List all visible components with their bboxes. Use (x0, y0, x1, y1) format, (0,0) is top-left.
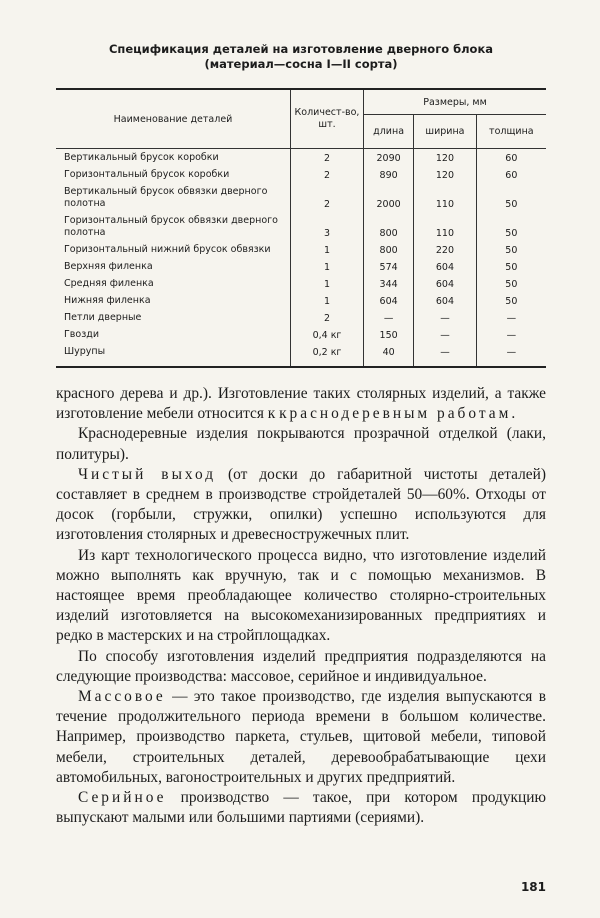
cell-length: 150 (379, 330, 398, 341)
cell-length: 344 (379, 279, 398, 290)
paragraph-3 (56, 465, 546, 546)
cell-name: Вертикальный брусок обвязки дверного полотна (56, 183, 291, 212)
cell-name: Горизонтальный брусок обвязки дверного полотна (56, 212, 291, 241)
cell-thickness: 50 (505, 228, 518, 239)
cell-name: Вертикальный брусок коробки (56, 149, 291, 167)
paragraph-1 (56, 384, 546, 424)
cell-qty: 1 (291, 241, 364, 258)
cell-qty: 1 (291, 292, 364, 309)
cell-qty: 2 (291, 309, 364, 326)
paragraph-5: По способу изготовления изделий предприятия подразделяются на следующие производства: массовое, серийное и индивидуальное. (56, 647, 546, 685)
page-number: 181 (520, 880, 546, 894)
cell-name: Горизонтальный нижний брусок обвязки (56, 241, 291, 258)
paragraph-4: Из карт технологического процесса видно, что изготовление изделий можно выполнять как вручную, так и с помощью механизмов. В настоящее время преобладающее количество столярно-строительных изделий изготовляется на высокомеханизированных предприятиях и редко в мастерских и на стройплощадках. (56, 546, 546, 645)
table-title-line2: (материал—сосна I—II сорта) (204, 57, 398, 71)
table-title-line1: Спецификация деталей на изготовление дверного блока (108, 42, 494, 56)
table-row (56, 166, 546, 183)
cell-name: Горизонтальный брусок коробки (56, 166, 291, 183)
p6-term: Массовое (78, 688, 166, 706)
book-page (56, 0, 546, 918)
table-row (56, 292, 546, 309)
cell-width: 604 (414, 258, 476, 275)
paragraph-6 (56, 687, 546, 788)
cell-length: 890 (379, 170, 398, 181)
cell-length: — (383, 313, 394, 324)
header-length: длина (364, 115, 414, 149)
paragraph-2: Краснодеревные изделия покрываются прозрачной отделкой (лаки, политуры). (56, 425, 546, 463)
cell-length: 574 (379, 262, 398, 273)
cell-length: 40 (364, 343, 414, 367)
cell-thickness: 60 (505, 170, 518, 181)
table-row (56, 343, 546, 367)
cell-length: 2000 (376, 199, 401, 210)
table-row (56, 326, 546, 343)
cell-qty: 0,4 кг (291, 326, 364, 343)
table-row (56, 183, 546, 212)
cell-thickness: 60 (505, 153, 518, 164)
table-body (56, 149, 546, 368)
cell-name: Гвозди (56, 326, 291, 343)
cell-width: 120 (414, 166, 476, 183)
cell-qty: 0,2 кг (291, 343, 364, 367)
cell-length: 800 (379, 245, 398, 256)
cell-width: 110 (414, 212, 476, 241)
paragraph-7 (56, 788, 546, 828)
header-name: Наименование деталей (56, 89, 291, 149)
p3-text: (от доски до габаритной чистоты деталей) составляет в среднем в производстве стройдеталей 50—60%. Отходы от досок (горбыли, стружки, опилки) успешно используются для изготовления столярных и древесностружечных плит. (56, 465, 546, 544)
cell-qty: 3 (291, 212, 364, 241)
cell-qty: 2 (291, 183, 364, 212)
table-row (56, 309, 546, 326)
cell-width: 220 (414, 241, 476, 258)
cell-length: 800 (379, 228, 398, 239)
cell-name: Средняя филенка (56, 275, 291, 292)
header-sizes: Размеры, мм (364, 89, 547, 115)
header-qty: Количест-во, шт. (291, 89, 364, 149)
cell-width: 110 (414, 183, 476, 212)
header-thickness: толщина (476, 115, 546, 149)
cell-name: Петли дверные (56, 309, 291, 326)
table-row (56, 258, 546, 275)
cell-thickness: — (506, 330, 517, 341)
cell-thickness: 50 (505, 245, 518, 256)
table-row (56, 212, 546, 241)
specification-table (56, 88, 546, 368)
p3-term: Чистый выход (78, 465, 217, 483)
cell-thickness: 50 (505, 262, 518, 273)
cell-length: 2090 (376, 153, 401, 164)
table-row (56, 275, 546, 292)
cell-width: 604 (414, 292, 476, 309)
cell-thickness: 50 (505, 279, 518, 290)
cell-qty: 1 (291, 275, 364, 292)
p1-text-c: . (511, 405, 516, 423)
cell-qty: 2 (291, 149, 364, 167)
p1-text-a: красного дерева и др.). Изготовление таких столярных изделий, а также изготовление мебели относится к (56, 385, 546, 423)
body-text (56, 384, 546, 828)
cell-width: 604 (414, 275, 476, 292)
cell-name: Шурупы (56, 343, 291, 367)
cell-width: — (414, 326, 476, 343)
p6-text: — это такое производство, где изделия выпускаются в течение продолжительного периода времени в большом количестве. Например, производство паркета, стульев, щитовой мебели, типовой мебели, строительных деталей, деревообрабатывающие цехи автомобильных, вагоностроительных и других предприятий. (56, 688, 546, 786)
table-row (56, 149, 546, 167)
cell-name: Нижняя филенка (56, 292, 291, 309)
cell-width: — (414, 343, 476, 367)
p7-term: Серийное (78, 789, 167, 807)
cell-width: 120 (414, 149, 476, 167)
p1-term: краснодеревным работам (279, 405, 512, 423)
cell-length: 604 (379, 296, 398, 307)
header-width: ширина (414, 115, 476, 149)
cell-name: Верхняя филенка (56, 258, 291, 275)
cell-qty: 2 (291, 166, 364, 183)
table-row (56, 241, 546, 258)
cell-thickness: 50 (505, 296, 518, 307)
cell-thickness: — (506, 313, 517, 324)
p7-text: производство — такое, при котором продукцию выпускают малыми или большими партиями (сериями). (56, 789, 546, 827)
cell-thickness: — (476, 343, 546, 367)
table-title (56, 42, 546, 72)
cell-qty: 1 (291, 258, 364, 275)
cell-thickness: 50 (505, 199, 518, 210)
cell-width: — (414, 309, 476, 326)
